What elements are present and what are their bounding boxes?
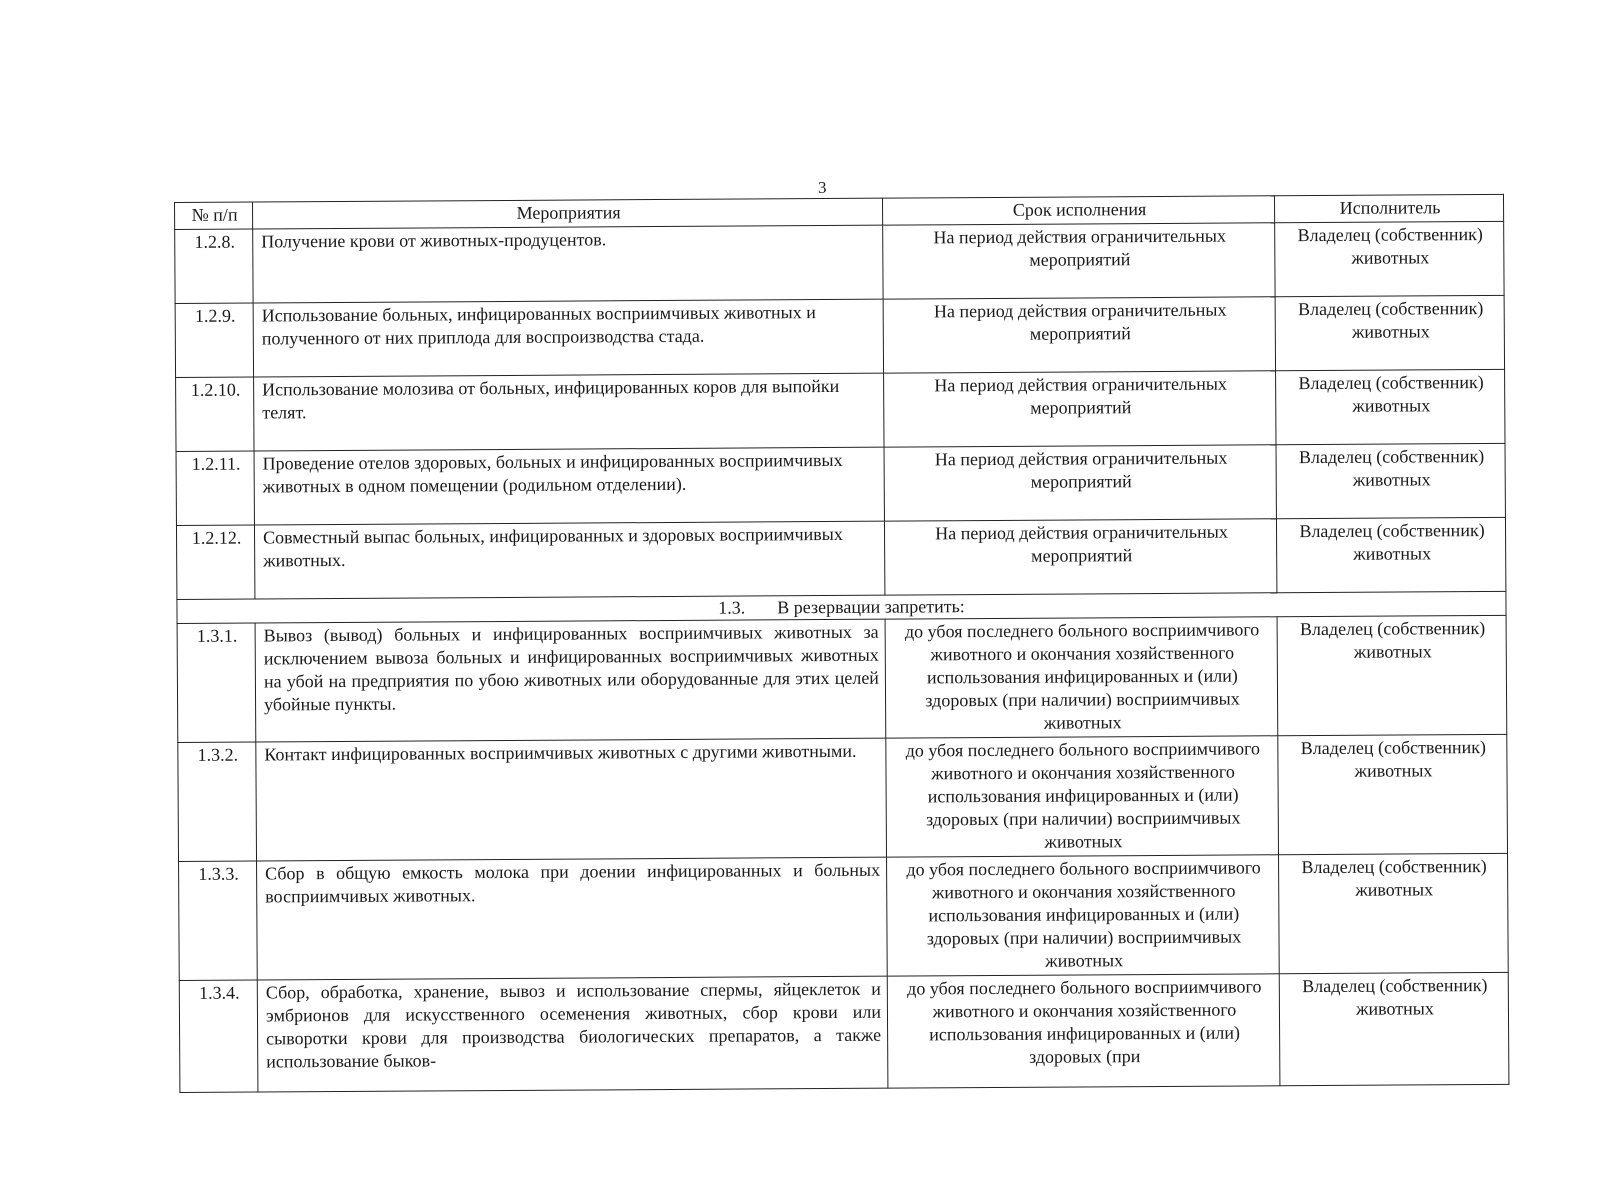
table-row — [176, 443, 1505, 525]
row-term: до убоя последнего больного восприимчивого животного и окончания хозяйственного использования инфицированных и (или) здоровых (при — [887, 974, 1280, 1088]
row-measure: Использование больных, инфицированных восприимчивых животных и полученного от них приплода для воспроизводства стада. — [253, 299, 883, 377]
row-term: до убоя последнего больного восприимчивого животного и окончания хозяйственного использования инфицированных и (или) здоровых (при наличии) восприимчивых животных — [887, 855, 1280, 976]
row-measure: Контакт инфицированных восприимчивых животных с другими животными. — [256, 738, 887, 861]
row-number: 1.3.4. — [179, 980, 258, 1092]
row-term: На период действия ограничительных мероприятий — [884, 519, 1276, 595]
table-row — [175, 295, 1504, 377]
row-executor: Владелец (собственник) животных — [1277, 615, 1507, 735]
table-row — [176, 369, 1505, 451]
header-term: Срок исполнения — [882, 196, 1274, 225]
page-number: 3 — [818, 178, 827, 197]
row-term: На период действия ограничительных мероприятий — [884, 445, 1276, 521]
row-number: 1.2.11. — [176, 451, 254, 525]
row-executor: Владелец (собственник) животных — [1275, 221, 1504, 296]
header-measure: Мероприятия — [253, 198, 883, 229]
row-executor: Владелец (собственник) животных — [1276, 443, 1505, 518]
table-row — [176, 517, 1505, 599]
table-row — [178, 734, 1508, 861]
measures-sheet — [174, 194, 1509, 1093]
row-number: 1.3.1. — [177, 623, 256, 742]
row-number: 1.3.3. — [179, 861, 258, 980]
header-num: № п/п — [175, 202, 253, 229]
table-row — [177, 615, 1507, 742]
row-measure: Сбор в общую емкость молока при доении инфицированных и больных восприимчивых животных. — [257, 857, 888, 980]
row-number: 1.2.12. — [176, 525, 254, 599]
row-measure: Совместный выпас больных, инфицированных и здоровых восприимчивых животных. — [254, 521, 884, 599]
row-term: На период действия ограничительных мероприятий — [884, 371, 1276, 447]
measures-table — [174, 194, 1509, 1093]
row-executor: Владелец (собственник) животных — [1279, 972, 1509, 1085]
section-title: В резервации запретить: — [777, 596, 965, 618]
row-measure: Вывоз (вывод) больных и инфицированных восприимчивых животных за исключением вывоза больных и инфицированных восприимчивых животных на убой на предприятия по убою животных или оборудованные для этих целей убойные пункты. — [255, 619, 886, 742]
row-term: На период действия ограничительных мероприятий — [883, 223, 1275, 299]
table-row — [175, 221, 1504, 303]
row-number: 1.2.8. — [175, 229, 253, 303]
table-row — [179, 972, 1509, 1092]
section-number: 1.3. — [718, 597, 746, 618]
row-executor: Владелец (собственник) животных — [1278, 734, 1508, 854]
row-executor: Владелец (собственник) животных — [1276, 369, 1505, 444]
row-measure: Использование молозива от больных, инфицированных коров для выпойки телят. — [254, 373, 884, 451]
row-term: На период действия ограничительных мероприятий — [883, 297, 1275, 373]
row-executor: Владелец (собственник) животных — [1276, 517, 1505, 592]
row-number: 1.2.9. — [175, 303, 253, 377]
header-executor: Исполнитель — [1274, 194, 1503, 222]
row-measure: Проведение отелов здоровых, больных и инфицированных восприимчивых животных в одном помещении (родильном отделении). — [254, 447, 884, 525]
row-number: 1.3.2. — [178, 742, 257, 861]
row-executor: Владелец (собственник) животных — [1275, 295, 1504, 370]
row-measure: Сбор, обработка, хранение, вывоз и использование спермы, яйцеклеток и эмбрионов для искусственного осеменения животных, сбор крови или сыворотки крови для производства биологических препаратов, а также использование быков- — [257, 976, 888, 1092]
row-measure: Получение крови от животных-продуцентов. — [253, 225, 883, 303]
row-term: до убоя последнего больного восприимчивого животного и окончания хозяйственного использования инфицированных и (или) здоровых (при наличии) восприимчивых животных — [886, 736, 1279, 857]
row-number: 1.2.10. — [176, 377, 254, 451]
table-row — [179, 853, 1509, 980]
row-executor: Владелец (собственник) животных — [1279, 853, 1509, 973]
row-term: до убоя последнего больного восприимчивого животного и окончания хозяйственного использования инфицированных и (или) здоровых (при наличии) восприимчивых животных — [885, 617, 1278, 738]
